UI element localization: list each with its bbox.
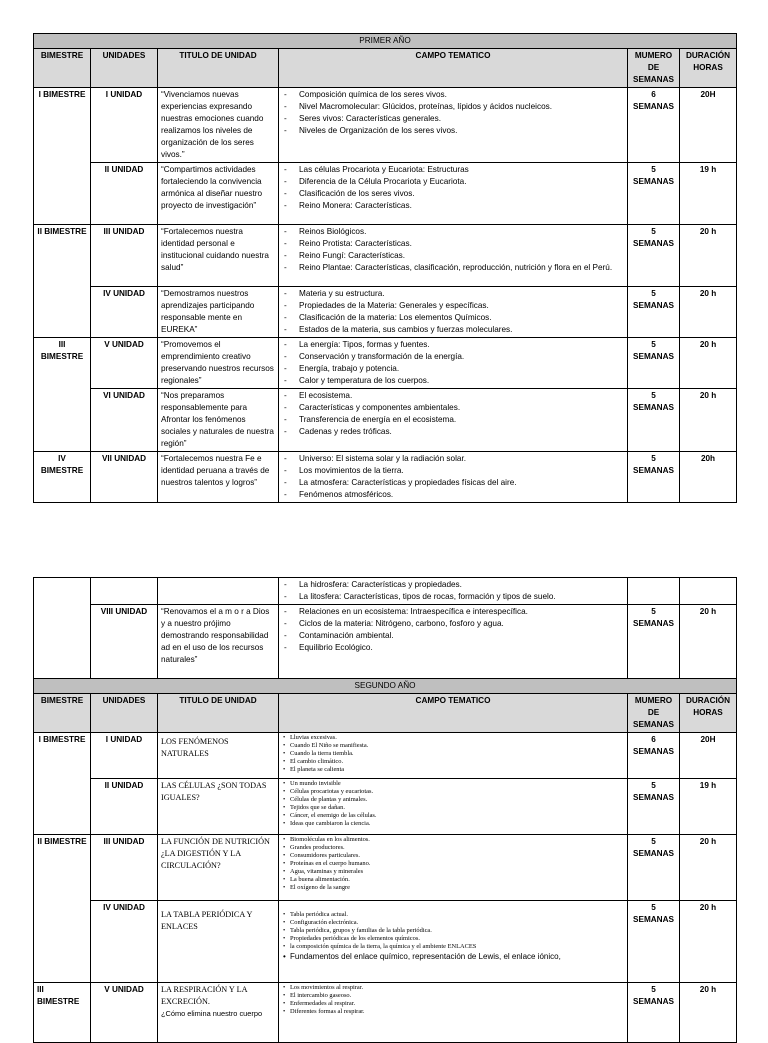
topic-item: • Enfermedades al respirar.: [282, 1000, 624, 1008]
topic-item: - Reino Plantae: Características, clasificación, reproducción, nutrición y flora en el Perú.: [282, 262, 624, 274]
topic-item: • El oxígeno de la sangre: [282, 884, 624, 892]
topic-item: - Reino Monera: Características.: [282, 200, 624, 212]
topics-cell: [279, 835, 628, 901]
topic-item: • Células de plantas y animales.: [282, 796, 624, 804]
topic-item: • La buena alimentación.: [282, 876, 624, 884]
hours-value: 20 h: [680, 605, 737, 679]
table-row: [34, 835, 737, 901]
weeks-value: 6 SEMANAS: [628, 733, 680, 779]
bimestre-label: I BIMESTRE: [34, 733, 91, 835]
topic-item: • Diferentes formas al respirar.: [282, 1008, 624, 1016]
topic-item: • Lluvias excesivas.: [282, 734, 624, 742]
topic-item: • la composición química de la tierra, la química y el ambiente ENLACES: [282, 943, 540, 951]
unit-label: VII UNIDAD: [91, 452, 158, 503]
topic-item: - Clasificación de la materia: Los elementos Químicos.: [282, 312, 624, 324]
topics-cell: [279, 733, 628, 779]
topic-item: - Estados de la materia, sus cambios y fuerzas moleculares.: [282, 324, 624, 336]
title-empty: [158, 578, 279, 605]
table-row: [34, 605, 737, 679]
table-row: [34, 389, 737, 452]
unit-title: LA RESPIRACIÓN Y LA EXCRECIÓN.: [161, 985, 248, 1006]
topic-item: - El ecosistema.: [282, 390, 624, 402]
header-duracion: DURACIÓN HORAS: [680, 49, 737, 88]
topic-item: - Universo: El sistema solar y la radiación solar.: [282, 453, 624, 465]
table-row: [34, 901, 737, 983]
weeks-value: 5 SEMANAS: [628, 163, 680, 225]
table-row: [34, 983, 737, 1043]
second-year-title: SEGUNDO AÑO: [34, 679, 737, 694]
topic-item: • Tejidos que se dañan.: [282, 804, 624, 812]
topic-item: • Los movimientos al respirar.: [282, 984, 624, 992]
header-numero: MUMERO DE SEMANAS: [628, 49, 680, 88]
topic-item: - Seres vivos: Características generales.: [282, 113, 624, 125]
bimestre-label: IV BIMESTRE: [34, 452, 91, 503]
weeks-value: 5 SEMANAS: [628, 225, 680, 287]
topic-item: • Un mundo invisible: [282, 780, 624, 788]
weeks-value: 5 SEMANAS: [628, 605, 680, 679]
unit-title: “Promovemos el emprendimiento creativo preservando nuestros recursos regionales”: [158, 338, 279, 389]
first-year-title: PRIMER AÑO: [34, 34, 737, 49]
bimestre-label: III BIMESTRE: [34, 983, 91, 1043]
second-page-table: [33, 577, 737, 1043]
topic-item: • Proteínas en el cuerpo humano.: [282, 860, 624, 868]
topic-item: - Los movimientos de la tierra.: [282, 465, 624, 477]
header-numero: MUMERO DE SEMANAS: [628, 694, 680, 733]
topic-item: • Tabla periódica, grupos y familias de la tabla periódica.: [282, 927, 624, 935]
topic-item: - La litosfera: Características, tipos de rocas, formación y tipos de suelo.: [282, 591, 624, 603]
topic-item: - Nivel Macromolecular: Glúcidos, proteínas, lípidos y ácidos nucleicos.: [282, 101, 624, 113]
bimestre-label: I BIMESTRE: [34, 88, 91, 225]
table-row: [34, 88, 737, 163]
topic-item: - Reino Protista: Características.: [282, 238, 624, 250]
topics-cell: [279, 163, 628, 225]
topic-item: - Composición química de los seres vivos.: [282, 89, 624, 101]
topic-item: • Cáncer, el enemigo de las células.: [282, 812, 624, 820]
topic-item: - La hidrosfera: Características y propiedades.: [282, 579, 624, 591]
topic-item: - Materia y su estructura.: [282, 288, 624, 300]
topics-cell: [279, 389, 628, 452]
unit-label: VI UNIDAD: [91, 389, 158, 452]
topic-item: • Biomoléculas en los alimentos.: [282, 836, 624, 844]
unit-label: VIII UNIDAD: [91, 605, 158, 679]
topic-item: • Fundamentos del enlace químico, representación de Lewis, el enlace iónico,: [282, 951, 624, 963]
unit-title: LA FUNCIÓN DE NUTRICIÓN ¿LA DIGESTIÓN Y LA CIRCULACIÓN?: [158, 835, 279, 901]
first-year-table: [33, 33, 737, 503]
weeks-value: 6 SEMANAS: [628, 88, 680, 163]
header-titulo: TITULO DE UNIDAD: [158, 694, 279, 733]
topics-cell: [279, 88, 628, 163]
hours-value: 20 h: [680, 225, 737, 287]
header-bimestre: BIMESTRE: [34, 49, 91, 88]
topic-item: - Equilibrio Ecológico.: [282, 642, 624, 654]
topic-item: - Las células Procariota y Eucariota: Estructuras: [282, 164, 624, 176]
unit-title: “Renovamos el a m o r a Dios y a nuestro prójimo demostrando responsabilidad ad en el uso de los recursos naturales”: [158, 605, 279, 679]
hours-value: 20h: [680, 452, 737, 503]
topic-item: - Niveles de Organización de los seres vivos.: [282, 125, 624, 137]
header-bimestre: BIMESTRE: [34, 694, 91, 733]
topic-item: - Ciclos de la materia: Nitrógeno, carbono, fosforo y agua.: [282, 618, 624, 630]
weeks-value: 5 SEMANAS: [628, 452, 680, 503]
topic-item: - Diferencia de la Célula Procariota y Eucariota.: [282, 176, 624, 188]
unit-label: I UNIDAD: [91, 733, 158, 779]
hours-empty: [680, 578, 737, 605]
topic-item: - Características y componentes ambientales.: [282, 402, 624, 414]
table-row: [34, 779, 737, 835]
topic-item: - Cadenas y redes tróficas.: [282, 426, 624, 438]
topic-item: • El cambio climático.: [282, 758, 624, 766]
topic-item: - Energía, trabajo y potencia.: [282, 363, 624, 375]
unit-title: “Nos preparamos responsablemente para Afrontar los fenómenos sociales y naturales de nuestra región”: [158, 389, 279, 452]
unit-title: “Fortalecemos nuestra Fe e identidad peruana a través de nuestros talentos y logros”: [158, 452, 279, 503]
topic-item: - Propiedades de la Materia: Generales y específicas.: [282, 300, 624, 312]
table-row: [34, 287, 737, 338]
table-row: [34, 338, 737, 389]
topic-item: • Cuando la tierra tiembla.: [282, 750, 624, 758]
hours-value: 20 h: [680, 983, 737, 1043]
topic-item: - Transferencia de energía en el ecosistema.: [282, 414, 624, 426]
bimestre-label: II BIMESTRE: [34, 225, 91, 338]
topic-item: • Cuando El Niño se manifiesta.: [282, 742, 624, 750]
weeks-value: 5 SEMANAS: [628, 338, 680, 389]
unit-label: II UNIDAD: [91, 163, 158, 225]
topic-item: • Configuración electrónica.: [282, 919, 624, 927]
topic-item: • Consumidores particulares.: [282, 852, 624, 860]
unit-label: IV UNIDAD: [91, 287, 158, 338]
topic-item: - Reinos Biológicos.: [282, 226, 624, 238]
topic-item: • Ideas que cambiaron la ciencia.: [282, 820, 624, 828]
topic-item: - La atmosfera: Características y propiedades físicas del aire.: [282, 477, 624, 489]
header-duracion: DURACIÓN HORAS: [680, 694, 737, 733]
header-unidades: UNIDADES: [91, 49, 158, 88]
header-campo: CAMPO TEMATICO: [279, 49, 628, 88]
topic-item: - Relaciones en un ecosistema: Intraespecífica e interespecífica.: [282, 606, 624, 618]
unit-label: V UNIDAD: [91, 983, 158, 1043]
weeks-value: 5 SEMANAS: [628, 835, 680, 901]
unit-label: V UNIDAD: [91, 338, 158, 389]
topics-cell: [279, 452, 628, 503]
hours-value: 20 h: [680, 835, 737, 901]
bimestre-empty: [34, 578, 91, 679]
header-titulo: TITULO DE UNIDAD: [158, 49, 279, 88]
unit-title: LOS FENÓMENOS NATURALES: [158, 733, 279, 779]
table-row: [34, 452, 737, 503]
table-row: [34, 163, 737, 225]
topic-item: • Agua, vitaminas y minerales: [282, 868, 624, 876]
table-row: [34, 578, 737, 605]
weeks-value: 5 SEMANAS: [628, 779, 680, 835]
unit-title: “Demostramos nuestros aprendizajes participando responsable mente en EUREKA”: [158, 287, 279, 338]
hours-value: 20 h: [680, 901, 737, 983]
topic-item: - Conservación y transformación de la energía.: [282, 351, 624, 363]
topics-cell: [279, 983, 628, 1043]
hours-value: 19 h: [680, 779, 737, 835]
unit-title: “Vivenciamos nuevas experiencias expresando nuestras emociones cuando realizamos los niveles de organización de los seres vivos.”: [158, 88, 279, 163]
header-campo: CAMPO TEMATICO: [279, 694, 628, 733]
hours-value: 20 h: [680, 338, 737, 389]
bimestre-label: II BIMESTRE: [34, 835, 91, 983]
topic-item: • Tabla periódica actual.: [282, 911, 624, 919]
unit-label: II UNIDAD: [91, 779, 158, 835]
topic-item: - Contaminación ambiental.: [282, 630, 624, 642]
hours-value: 20H: [680, 88, 737, 163]
topic-item: • Células procariotas y eucariotas.: [282, 788, 624, 796]
weeks-empty: [628, 578, 680, 605]
weeks-value: 5 SEMANAS: [628, 287, 680, 338]
unit-title-extra: ¿Cómo elimina nuestro cuerpo: [161, 1009, 263, 1018]
hours-value: 20H: [680, 733, 737, 779]
topics-cell: [279, 901, 628, 983]
hours-value: 20 h: [680, 389, 737, 452]
unit-title-cell: [158, 983, 279, 1043]
topics-cell: [279, 225, 628, 287]
table-row: [34, 225, 737, 287]
topic-item: • Grandes productores.: [282, 844, 624, 852]
hours-value: 20 h: [680, 287, 737, 338]
unit-label: III UNIDAD: [91, 835, 158, 901]
unit-label: III UNIDAD: [91, 225, 158, 287]
weeks-value: 5 SEMANAS: [628, 983, 680, 1043]
topic-item: - Calor y temperatura de los cuerpos.: [282, 375, 624, 387]
bimestre-label: III BIMESTRE: [34, 338, 91, 452]
topics-cell: [279, 338, 628, 389]
topic-item: - La energía: Tipos, formas y fuentes.: [282, 339, 624, 351]
unit-title: “Fortalecemos nuestra identidad personal e institucional cuidando nuestra salud”: [158, 225, 279, 287]
unit-empty: [91, 578, 158, 605]
topic-item: - Fenómenos atmosféricos.: [282, 489, 624, 501]
header-unidades: UNIDADES: [91, 694, 158, 733]
topics-cell: [279, 287, 628, 338]
topic-item: - Clasificación de los seres vivos.: [282, 188, 624, 200]
unit-label: I UNIDAD: [91, 88, 158, 163]
topics-cell: [279, 779, 628, 835]
weeks-value: 5 SEMANAS: [628, 389, 680, 452]
topic-item: • Propiedades periódicas de los elementos químicos.: [282, 935, 624, 943]
topic-item: - Reino Fungí: Características.: [282, 250, 624, 262]
table-row: [34, 733, 737, 779]
topic-item: • El intercambio gaseoso.: [282, 992, 624, 1000]
topics-cell: [279, 605, 628, 679]
unit-label: IV UNIDAD: [91, 901, 158, 983]
topics-cell: [279, 578, 628, 605]
unit-title: LA TABLA PERIÓDICA Y ENLACES: [158, 901, 279, 983]
hours-value: 19 h: [680, 163, 737, 225]
weeks-value: 5 SEMANAS: [628, 901, 680, 983]
topic-item: • El planeta se calienta: [282, 766, 624, 774]
unit-title: “Compartimos actividades fortaleciendo la convivencia armónica al diseñar nuestro proyecto de investigación”: [158, 163, 279, 225]
unit-title: LAS CÉLULAS ¿SON TODAS IGUALES?: [158, 779, 279, 835]
